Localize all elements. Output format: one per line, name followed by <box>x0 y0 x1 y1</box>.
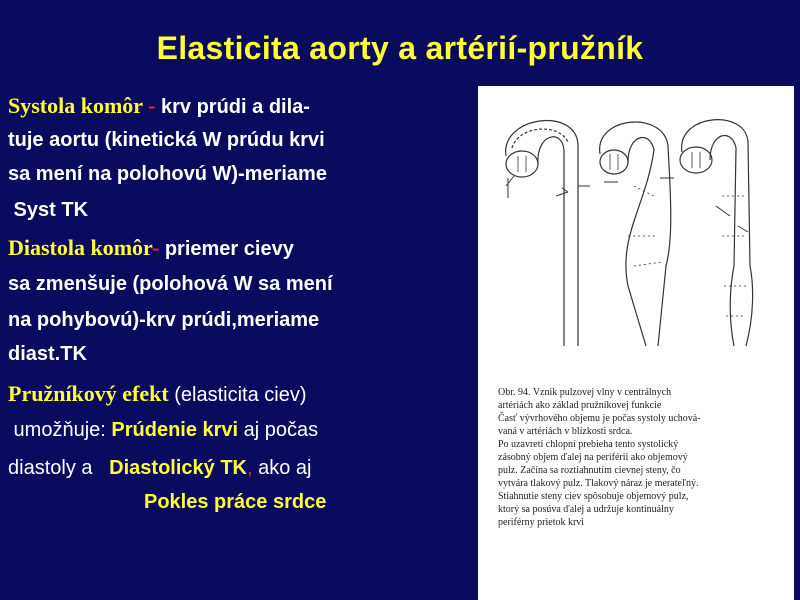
pruznik-line3-highlight: Diastolický TK <box>109 457 247 479</box>
caption-line: Po uzavretí chlopní prebieha tento systolický <box>498 439 679 450</box>
caption-line: zásobný objem ďalej na periférii ako objemový <box>498 452 688 463</box>
caption-line: vaná v artériách v blízkosti srdca. <box>498 426 633 437</box>
diastola-line-2: sa zmenšuje (polohová W sa mení <box>8 273 333 295</box>
diastola-line-1 <box>8 230 294 267</box>
caption-line: Stiahnutie steny ciev spôsobuje objemový pulz, <box>498 491 689 502</box>
systola-dash: - <box>142 93 161 118</box>
systola-line-3: sa mení na polohovú W)-meriame <box>8 163 327 185</box>
pruznik-line-2 <box>8 412 318 448</box>
pruznik-line2-rest: aj počas <box>238 419 319 441</box>
caption-line: Časť výv​rhového objemu je počas systoly uchová- <box>498 413 701 424</box>
aorta-diagram-3 <box>680 120 753 346</box>
aorta-illustration <box>478 86 794 376</box>
diastola-line-3: na pohybovú)-krv prúdi,meriame <box>8 309 320 331</box>
caption-line: periférny prietok krvi <box>498 517 585 528</box>
pruznik-line3-prefix: diastoly a <box>8 457 110 479</box>
pruznik-paren: (elasticita ciev) <box>168 384 307 406</box>
pruznik-line2-prefix: umožňuje: <box>8 419 112 441</box>
systola-line1-rest: krv prúdi a dila- <box>161 96 310 118</box>
systola-line-1 <box>8 88 310 125</box>
pruznik-line3-comma: , <box>247 457 253 479</box>
pruznik-line3-rest: ako aj <box>252 457 312 479</box>
caption-line: Obr. 94. Vznik pulzovej vlny v centrálnych <box>498 387 672 398</box>
pruznik-line-1 <box>8 376 307 413</box>
pruznik-term: Pružníkový efekt <box>8 381 169 406</box>
figure-caption <box>498 386 788 529</box>
diastola-term: Diastola komôr <box>8 235 153 260</box>
pruznik-line-4: Pokles práce srdce <box>144 491 327 513</box>
aorta-figure <box>478 86 794 600</box>
diastola-line1-rest: priemer cievy <box>164 238 294 260</box>
diastola-dash: - <box>152 235 165 260</box>
slide-title: Elasticita aorty a artérií-pružník <box>156 30 644 66</box>
systola-line-4: Syst TK <box>8 199 89 221</box>
diastola-line-4: diast.TK <box>8 343 87 365</box>
pruznik-line-3 <box>8 450 312 486</box>
systola-line-2: tuje aortu (kinetická W prúdu krvi <box>8 129 325 151</box>
systola-term: Systola komôr <box>8 93 143 118</box>
aorta-diagram-2 <box>600 122 674 346</box>
aorta-diagram-1 <box>506 121 590 346</box>
caption-line: artériách ako základ pružníkovej funkcie <box>498 400 662 411</box>
caption-line: pulz. Začína sa roztiahnutím cievnej steny, čo <box>498 465 681 476</box>
caption-line: ktorý sa posúva ďalej a udržuje kontinuálny <box>498 504 674 515</box>
caption-line: vytvára tlakový pulz. Tlakový náraz je merateľný. <box>498 478 699 489</box>
pruznik-line2-highlight: Prúdenie krvi <box>111 419 239 441</box>
